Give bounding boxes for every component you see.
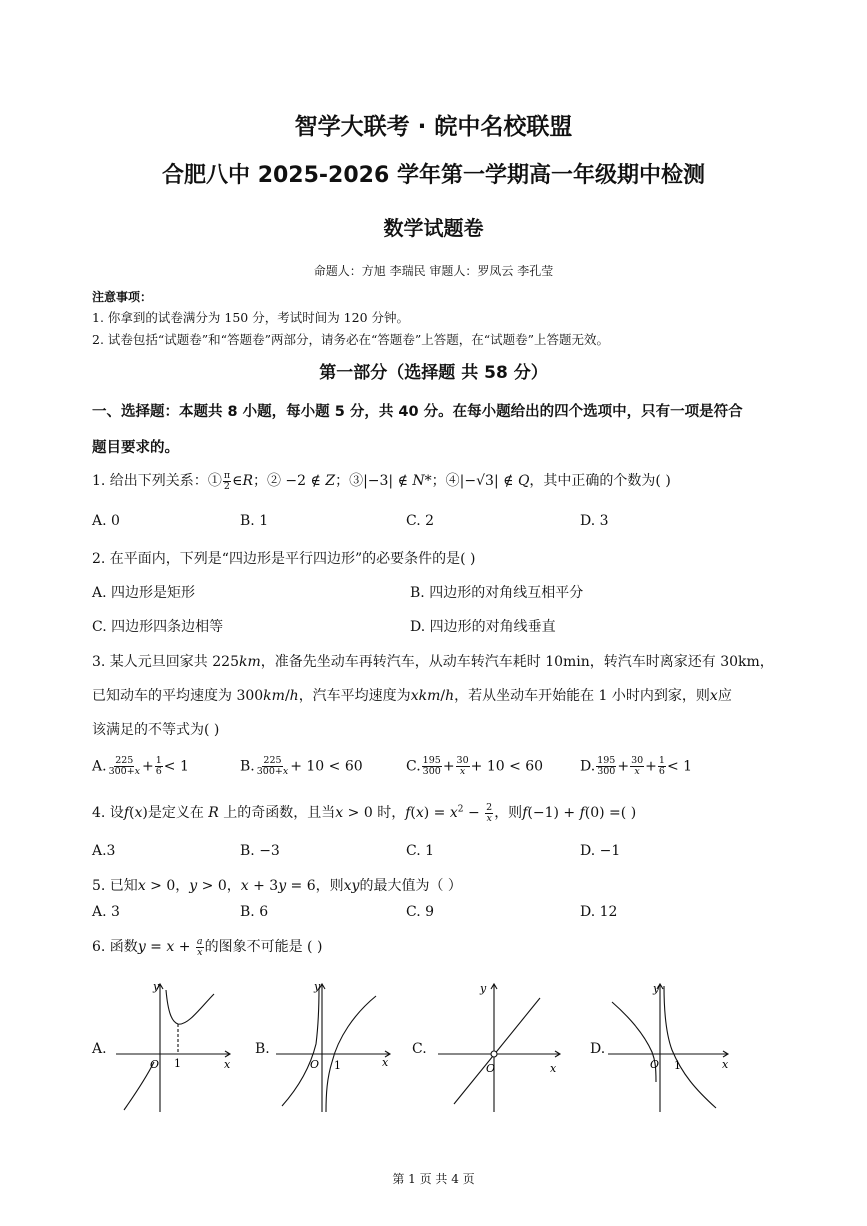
question-3-line3: 该满足的不等式为( ) <box>92 722 220 738</box>
section-instructions-line2: 题目要求的。 <box>92 440 179 456</box>
q3-option-a: A. $\frac{225}{300+x}$ + $\frac{1}{6}$ < 1 <box>92 755 189 777</box>
q1-option-a: A. 0 <box>92 513 120 529</box>
q5-option-d: D. 12 <box>580 904 618 920</box>
graph-b-x: x <box>382 1056 389 1069</box>
exam-title-line1: 智学大联考 · 皖中名校联盟 <box>294 114 573 140</box>
question-3-line2: 已知动车的平均速度为 300km/h，汽车平均速度为xkm/h，若从坐动车开始能在 1 小时内到家，则x应 <box>92 688 732 704</box>
question-4-stem: 4. 设f(x)是定义在 R 上的奇函数，且当x > 0 时，$f(x) = x^2$ − $\frac{2}{x}$ ，则f(−1) + f(0) =( ) <box>92 801 637 824</box>
q5-option-b: B. 6 <box>240 904 269 920</box>
graph-b-y: y <box>314 980 321 993</box>
q6-option-b-label: B. <box>255 1041 270 1057</box>
q6-option-d-label: D. <box>590 1041 606 1057</box>
q5-option-a: A. 3 <box>92 904 120 920</box>
graph-a-y: y <box>153 980 160 993</box>
notes-heading: 注意事项： <box>92 290 153 304</box>
q1-option-d: D. 3 <box>580 513 609 529</box>
question-2-stem: 2. 在平面内，下列是“四边形是平行四边形”的必要条件的是( ) <box>92 551 476 567</box>
graph-a-x: x <box>224 1058 231 1071</box>
q2-option-c: C. 四边形四条边相等 <box>92 619 224 635</box>
note-item-2: 2. 试卷包括“试题卷”和“答题卷”两部分，请务必在“答题卷”上答题，在“试题卷”上答题无效。 <box>92 332 610 347</box>
q1-option-c: C. 2 <box>406 513 435 529</box>
graph-d-one: 1 <box>674 1059 681 1072</box>
q6-option-a-label: A. <box>92 1041 107 1057</box>
q2-option-a: A. 四边形是矩形 <box>92 585 196 601</box>
part-one-heading: 第一部分（选择题 共 58 分） <box>319 363 548 383</box>
q6-graph-d <box>604 978 734 1116</box>
question-6-stem: 6. 函数y = x + $\frac{a}{x}$ 的图象不可能是 ( ) <box>92 935 323 958</box>
graph-d-x: x <box>722 1058 729 1071</box>
question-3-line1: 3. 某人元旦回家共 225km，准备先坐动车再转汽车，从动车转汽车耗时 10min，转汽车时离家还有 30km， <box>92 654 774 670</box>
graph-c-origin: O <box>486 1062 496 1075</box>
q5-option-c: C. 9 <box>406 904 435 920</box>
authors-line: 命题人：方旭 李瑞民 审题人：罗凤云 李孔莹 <box>313 264 554 278</box>
q3-option-c: C. $\frac{195}{300}$ + $\frac{30}{x}$ + 10 < 60 <box>406 755 544 777</box>
q4-option-a: A.3 <box>92 843 116 859</box>
exam-subject-title: 数学试题卷 <box>383 216 484 240</box>
graph-a-origin: O <box>150 1058 160 1071</box>
q1-option-b: B. 1 <box>240 513 269 529</box>
q2-option-d: D. 四边形的对角线垂直 <box>410 619 556 635</box>
q6-option-c-label: C. <box>412 1041 427 1057</box>
section-instructions-line1: 一、选择题：本题共 8 小题，每小题 5 分，共 40 分。在每小题给出的四个选项中，只有一项是符合 <box>92 404 743 420</box>
q4-option-b: B. −3 <box>240 843 280 859</box>
graph-d-y: y <box>653 982 660 995</box>
question-1-stem: 1. 给出下列关系：① $\frac{\pi}{2}$ ∈R；② −2 ∉ Z；③|−3| ∉ N*；④|−√3| ∉ Q，其中正确的个数为( ) <box>92 469 671 492</box>
q2-option-b: B. 四边形的对角线互相平分 <box>410 585 584 601</box>
q6-graph-b <box>268 978 398 1116</box>
graph-d-origin: O <box>650 1058 660 1071</box>
q3-option-d: D. $\frac{195}{300}$ + $\frac{30}{x}$ + $\frac{1}{6}$ < 1 <box>580 755 693 777</box>
q4-option-c: C. 1 <box>406 843 435 859</box>
q6-graph-a <box>108 978 238 1116</box>
question-5-stem: 5. 已知x > 0，y > 0，x + 3y = 6，则xy的最大值为（ ） <box>92 878 462 894</box>
graph-a-one: 1 <box>174 1057 181 1070</box>
q4-option-d: D. −1 <box>580 843 621 859</box>
graph-c-x: x <box>550 1062 557 1075</box>
graph-b-one: 1 <box>334 1059 341 1072</box>
exam-title-line2: 合肥八中 2025-2026 学年第一学期高一年级期中检测 <box>162 163 705 188</box>
q6-graph-c <box>432 978 567 1116</box>
graph-c-y: y <box>480 982 487 995</box>
note-item-1: 1. 你拿到的试卷满分为 150 分，考试时间为 120 分钟。 <box>92 310 410 325</box>
page-footer: 第 1 页 共 4 页 <box>392 1172 475 1186</box>
graph-b-origin: O <box>310 1058 320 1071</box>
q3-option-b: B. $\frac{225}{300+x}$ + 10 < 60 <box>240 755 363 777</box>
